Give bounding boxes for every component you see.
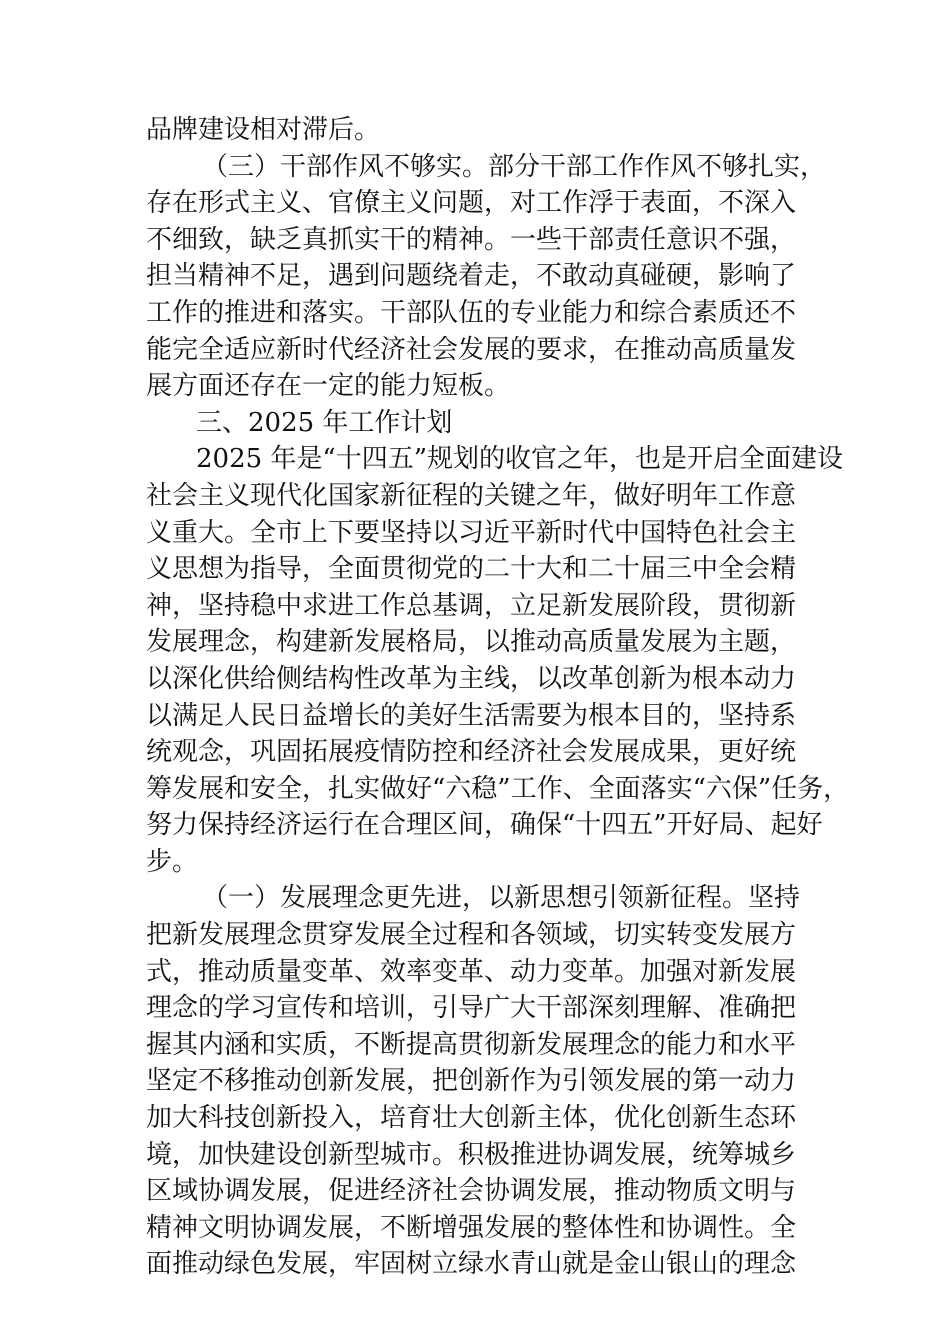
text-line: 发展理念，构建新发展格局，以推动高质量发展为主题， [146,627,797,658]
text-line: 境，加快建设创新型城市。积极推进协调发展，统筹城乡 [146,1139,797,1170]
text-line: 理念的学习宣传和培训，引导广大干部深刻理解、准确把 [146,993,797,1024]
text-line: 式，推动质量变革、效率变革、动力变革。加强对新发展 [146,956,797,987]
text-line: 能完全适应新时代经济社会发展的要求，在推动高质量发 [146,334,797,365]
text-line: 加大科技创新投入，培育壮大创新主体，优化创新生态环 [146,1103,797,1134]
text-line: 统观念，巩固拓展疫情防控和经济社会发展成果，更好统 [146,737,797,768]
text-line: 精神文明协调发展，不断增强发展的整体性和协调性。全 [146,1212,797,1243]
text-line: 不细致，缺乏真抓实干的精神。一些干部责任意识不强， [146,224,797,255]
text-line: 展方面还存在一定的能力短板。 [146,371,511,402]
text-line: 义思想为指导，全面贯彻党的二十大和二十届三中全会精 [146,554,797,585]
text-line: 担当精神不足，遇到问题绕着走，不敢动真碰硬，影响了 [146,261,797,292]
subsection-heading-3: （三）干部作风不够实。部分干部工作作风不够扎实， [202,151,827,182]
text-line: 区域协调发展，促进经济社会协调发展，推动物质文明与 [146,1176,797,1207]
paragraph-start: 2025 年是“十四五”规划的收官之年，也是开启全面建设 [196,444,844,475]
text-line: 努力保持经济运行在合理区间，确保“十四五”开好局、起好 [146,810,823,841]
text-line: 神，坚持稳中求进工作总基调，立足新发展阶段，贯彻新 [146,590,797,621]
subsection-heading-1: （一）发展理念更先进，以新思想引领新征程。坚持 [202,883,801,914]
text-line: 坚定不移推动创新发展，把创新作为引领发展的第一动力 [146,1066,797,1097]
text-line: 存在形式主义、官僚主义问题，对工作浮于表面，不深入 [146,188,797,219]
text-line: 以深化供给侧结构性改革为主线，以改革创新为根本动力 [146,663,797,694]
text-line: 把新发展理念贯穿发展全过程和各领域，切实转变发展方 [146,920,797,951]
text-line: 工作的推进和落实。干部队伍的专业能力和综合素质还不 [146,297,797,328]
text-line: 义重大。全市上下要坚持以习近平新时代中国特色社会主 [146,517,797,548]
section-heading: 三、2025 年工作计划 [196,407,453,438]
text-line: 筹发展和安全，扎实做好“六稳”工作、全面落实“六保”任务， [146,773,850,804]
text-line: 品牌建设相对滞后。 [146,115,381,145]
text-line: 以满足人民日益增长的美好生活需要为根本目的，坚持系 [146,700,797,731]
text-line: 握其内涵和实质，不断提高贯彻新发展理念的能力和水平 [146,1029,797,1060]
text-line: 步。 [146,846,199,877]
text-line: 面推动绿色发展，牢固树立绿水青山就是金山银山的理念 [146,1249,797,1280]
text-line: 社会主义现代化国家新征程的关键之年，做好明年工作意 [146,480,797,511]
document-body [146,112,850,1283]
